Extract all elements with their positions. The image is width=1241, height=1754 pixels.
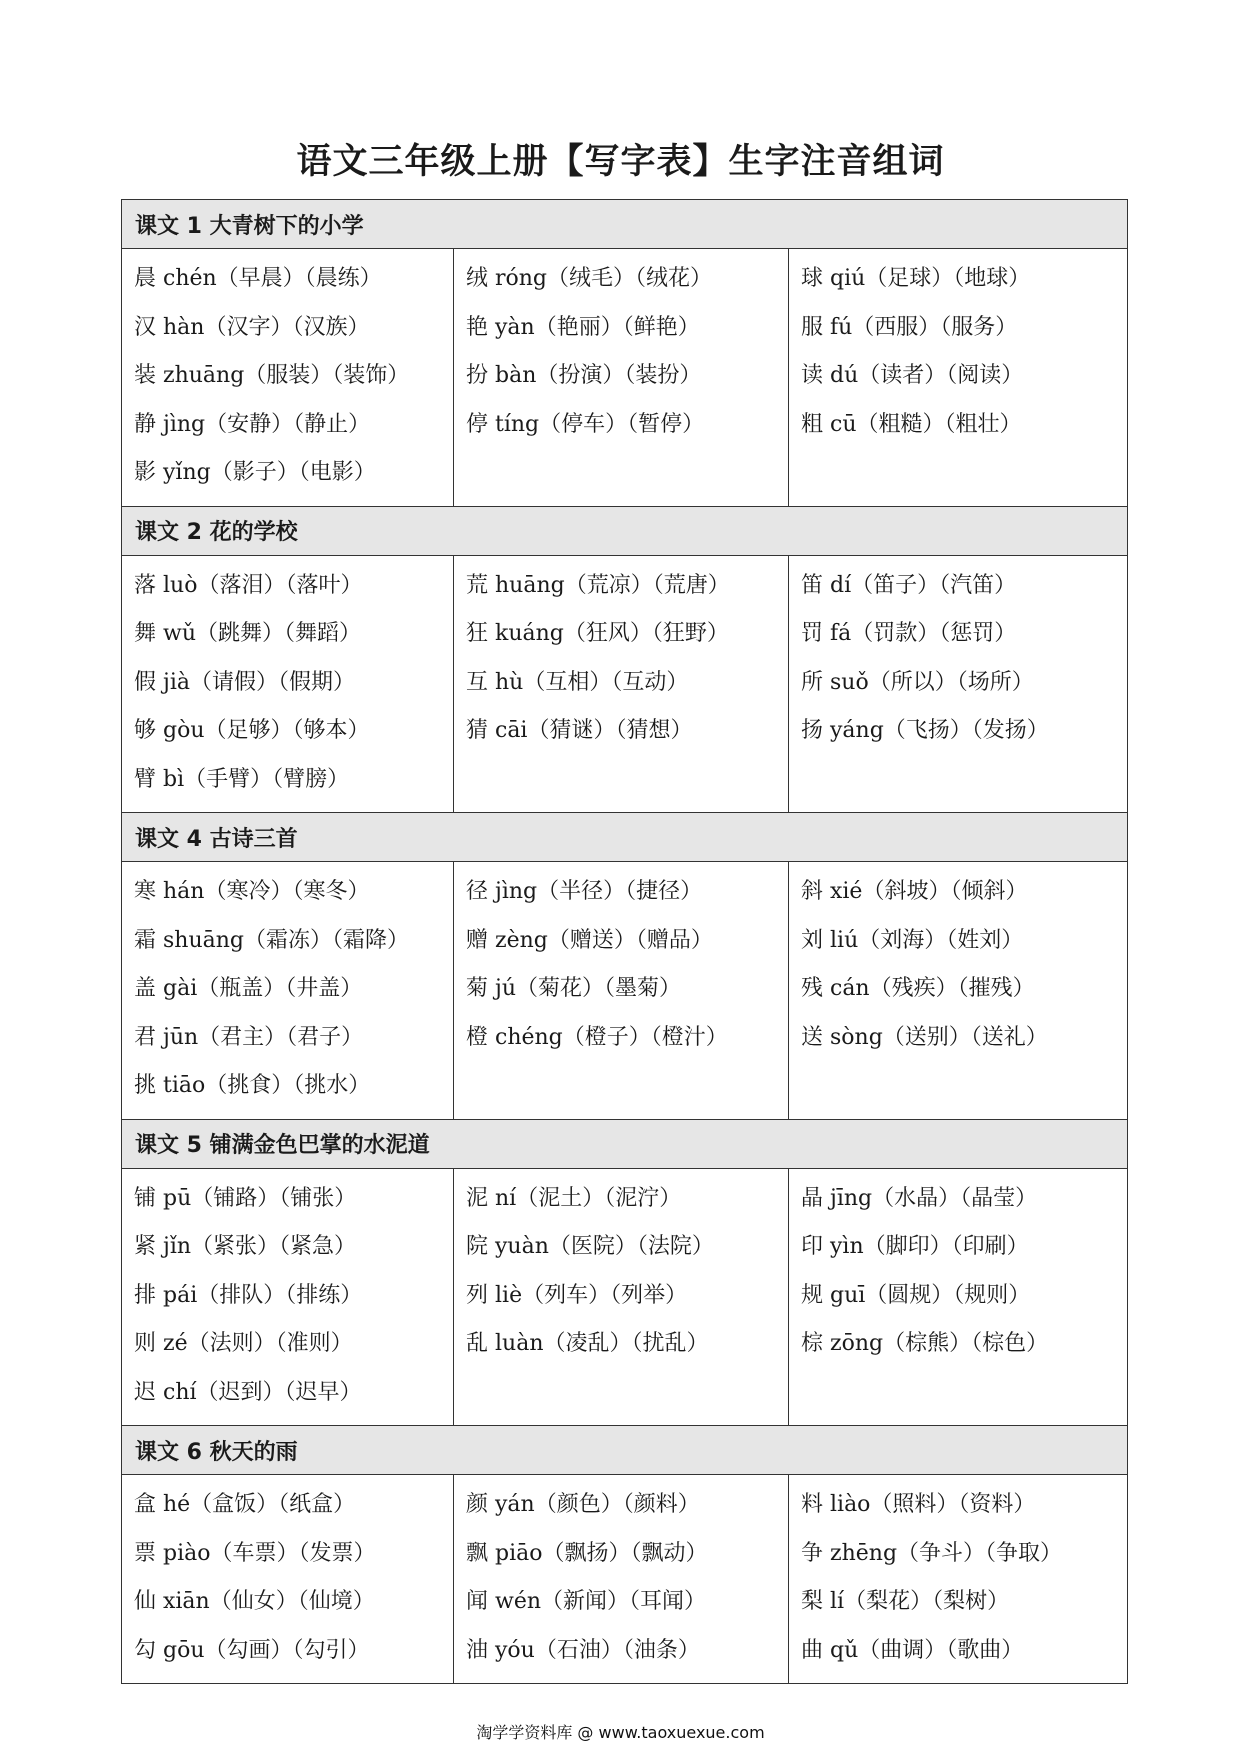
word-entry: 赠 zèng（赠送）（赠品） <box>466 927 713 953</box>
word-entry: 够 gòu（足够）（够本） <box>134 718 370 743</box>
section-header <box>122 1119 1128 1168</box>
word-entry: 停 tíng（停车）（暂停） <box>466 411 705 437</box>
word-column <box>454 862 789 1120</box>
word-entry: 盖 gài（瓶盖）（井盖） <box>134 976 363 1001</box>
word-entry: 荒 huāng（荒凉）（荒唐） <box>466 572 730 598</box>
page-title: 语文三年级上册【写字表】生字注音组词 <box>296 142 945 182</box>
word-entry: 绒 róng（绒毛）（绒花） <box>466 266 713 291</box>
word-entry: 票 piào（车票）（发票） <box>134 1540 376 1566</box>
word-entry: 落 luò（落泪）（落叶） <box>134 572 363 598</box>
word-entry: 挑 tiāo（挑食）（挑水） <box>134 1073 371 1098</box>
word-entry: 读 dú（读者）（阅读） <box>801 363 1024 388</box>
word-entry: 梨 lí（梨花）（梨树） <box>801 1589 1010 1614</box>
word-column <box>122 1475 454 1684</box>
word-entry: 规 guī（圆规）（规则） <box>801 1282 1031 1308</box>
word-entry: 斜 xié（斜坡）（倾斜） <box>801 879 1028 904</box>
word-entry: 菊 jú（菊花）（墨菊） <box>466 976 681 1001</box>
word-entry: 汉 hàn（汉字）（汉族） <box>134 314 370 340</box>
section-header <box>122 813 1128 862</box>
word-entry: 油 yóu（石油）（油条） <box>466 1637 700 1663</box>
word-entry: 猜 cāi（猜谜）（猜想） <box>466 718 693 743</box>
word-entry: 互 hù（互相）（互动） <box>466 669 689 695</box>
word-entry: 静 jìng（安静）（静止） <box>134 411 371 437</box>
word-entry: 争 zhēng（争斗）（争取） <box>801 1540 1063 1566</box>
word-entry: 影 yǐng（影子）（电影） <box>134 460 376 485</box>
word-entry: 印 yìn（脚印）（印刷） <box>801 1234 1029 1259</box>
word-entry: 笛 dí（笛子）（汽笛） <box>801 572 1017 598</box>
word-column <box>789 555 1128 813</box>
section-title: 课文 2 花的学校 <box>122 506 1128 555</box>
word-entry: 晨 chén（早晨）（晨练） <box>134 266 382 291</box>
section-title: 课文 5 铺满金色巴掌的水泥道 <box>122 1119 1128 1168</box>
word-entry: 棕 zōng（棕熊）（棕色） <box>801 1331 1049 1356</box>
word-entry: 所 suǒ（所以）（场所） <box>801 669 1034 695</box>
section-body <box>122 1475 1128 1684</box>
vocabulary-table <box>121 199 1128 1684</box>
word-column <box>454 1168 789 1426</box>
word-entry: 残 cán（残疾）（摧残） <box>801 976 1035 1001</box>
word-entry: 扬 yáng（飞扬）（发扬） <box>801 718 1049 743</box>
word-entry: 假 jià（请假）（假期） <box>134 669 355 695</box>
word-entry: 颜 yán（颜色）（颜料） <box>466 1492 700 1517</box>
word-entry: 臂 bì（手臂）（臂膀） <box>134 766 350 792</box>
word-entry: 狂 kuáng（狂风）（狂野） <box>466 621 729 646</box>
word-entry: 径 jìng（半径）（捷径） <box>466 879 703 904</box>
word-entry: 晶 jīng（水晶）（晶莹） <box>801 1185 1038 1211</box>
word-entry: 寒 hán（寒冷）（寒冬） <box>134 879 370 904</box>
word-entry: 仙 xiān（仙女）（仙境） <box>134 1589 375 1614</box>
word-entry: 曲 qǔ（曲调）（歌曲） <box>801 1637 1024 1663</box>
word-entry: 乱 luàn（凌乱）（扰乱） <box>466 1331 709 1356</box>
word-entry: 刘 liú（刘海）（姓刘） <box>801 927 1024 953</box>
section-title: 课文 1 大青树下的小学 <box>122 200 1128 249</box>
footer-watermark: 淘学学资料库 @ www.taoxuexue.com <box>476 1723 765 1742</box>
word-entry: 迟 chí（迟到）（迟早） <box>134 1379 362 1405</box>
word-entry: 粗 cū（粗糙）（粗壮） <box>801 411 1022 437</box>
word-entry: 泥 ní（泥土）（泥泞） <box>466 1185 682 1211</box>
word-column <box>454 1475 789 1684</box>
word-entry: 料 liào（照料）（资料） <box>801 1492 1036 1517</box>
word-entry: 球 qiú（足球）（地球） <box>801 266 1031 291</box>
word-entry: 紧 jǐn（紧张）（紧急） <box>134 1234 357 1259</box>
section-title: 课文 4 古诗三首 <box>122 813 1128 862</box>
section-body <box>122 862 1128 1120</box>
word-entry: 列 liè（列车）（列举） <box>466 1282 688 1308</box>
word-entry: 勾 gōu（勾画）（勾引） <box>134 1637 370 1663</box>
word-column <box>789 1168 1128 1426</box>
word-entry: 艳 yàn（艳丽）（鲜艳） <box>466 314 700 340</box>
section-title: 课文 6 秋天的雨 <box>122 1426 1128 1475</box>
section-body <box>122 249 1128 507</box>
section-header <box>122 506 1128 555</box>
word-column <box>454 555 789 813</box>
word-entry: 装 zhuāng（服装）（装饰） <box>134 363 410 388</box>
word-column <box>122 555 454 813</box>
word-column <box>789 1475 1128 1684</box>
word-entry: 则 zé（法则）（准则） <box>134 1331 353 1356</box>
word-entry: 罚 fá（罚款）（惩罚） <box>801 621 1017 646</box>
word-entry: 送 sòng（送别）（送礼） <box>801 1024 1048 1050</box>
word-column <box>789 862 1128 1120</box>
section-header <box>122 200 1128 249</box>
word-column <box>789 249 1128 507</box>
word-entry: 霜 shuāng（霜冻）（霜降） <box>134 927 409 953</box>
section-body <box>122 555 1128 813</box>
word-entry: 铺 pū（铺路）（铺张） <box>134 1185 357 1211</box>
word-entry: 服 fú（西服）（服务） <box>801 314 1018 340</box>
word-entry: 橙 chéng（橙子）（橙汁） <box>466 1024 728 1050</box>
word-entry: 院 yuàn（医院）（法院） <box>466 1234 714 1259</box>
word-entry: 君 jūn（君主）（君子） <box>134 1024 364 1050</box>
section-header <box>122 1426 1128 1475</box>
section-body <box>122 1168 1128 1426</box>
word-column <box>454 249 789 507</box>
word-column <box>122 1168 454 1426</box>
word-entry: 扮 bàn（扮演）（装扮） <box>466 363 702 388</box>
word-entry: 盒 hé（盒饭）（纸盒） <box>134 1492 356 1517</box>
word-column <box>122 862 454 1120</box>
word-entry: 舞 wǔ（跳舞）（舞蹈） <box>134 621 361 646</box>
word-entry: 飘 piāo（飘扬）（飘动） <box>466 1540 708 1566</box>
word-entry: 排 pái（排队）（排练） <box>134 1282 363 1308</box>
word-entry: 闻 wén（新闻）（耳闻） <box>466 1589 707 1614</box>
word-column <box>122 249 454 507</box>
